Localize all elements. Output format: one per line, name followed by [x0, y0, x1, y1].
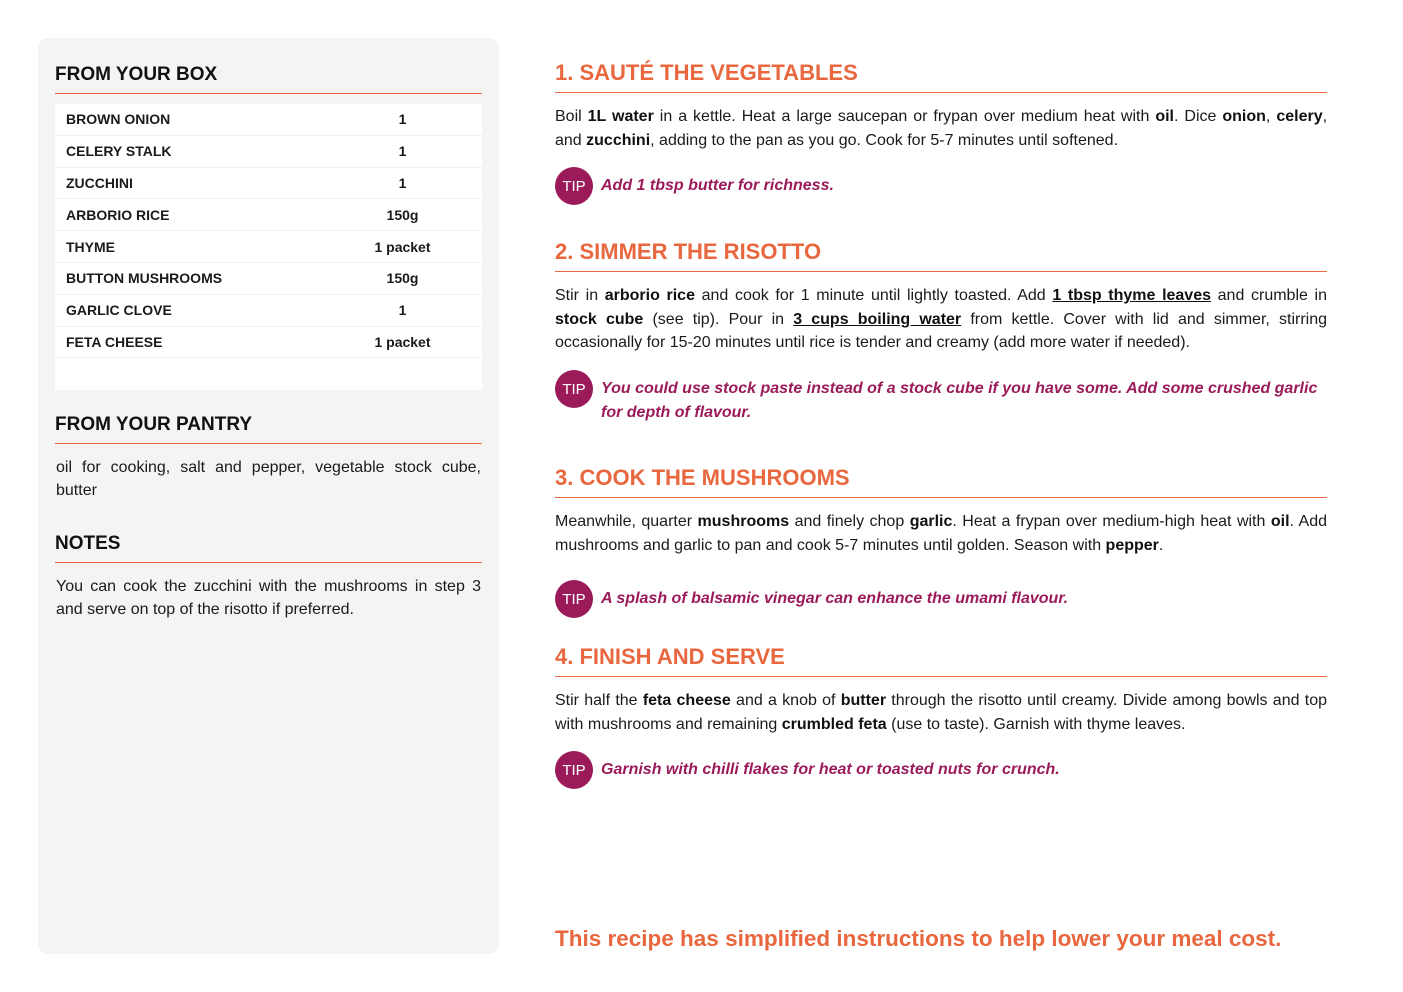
ingredient-row: [55, 168, 482, 200]
body-text: .: [1158, 536, 1164, 554]
body-text: , adding to the pan as you go. Cook for 5-7 minutes until softened.: [650, 131, 1119, 149]
ingredient-qty: 1 packet: [374, 238, 431, 255]
body-text: in a kettle. Heat a large saucepan or frypan over medium heat with: [653, 108, 1156, 125]
bold-text: 1L water: [587, 108, 654, 125]
bold-text: feta cheese: [642, 692, 731, 709]
bold-text: onion: [1222, 108, 1266, 125]
body-text: . Heat a frypan over medium-high heat with: [952, 513, 1271, 530]
body-text: Meanwhile, quarter: [555, 513, 698, 530]
bold-text: pepper: [1105, 536, 1159, 554]
ingredient-name: GARLIC CLOVE: [66, 302, 172, 319]
body-text: through the risotto until creamy. Divide among bowls and top with mushrooms and remaining: [555, 692, 1327, 733]
step-1-tip: [555, 167, 1327, 205]
ingredient-row: [55, 263, 482, 295]
body-text: . Dice: [1173, 108, 1223, 125]
bold-text: garlic: [909, 513, 953, 530]
ingredient-name: THYME: [66, 238, 115, 255]
ingredient-row: [55, 231, 482, 263]
ingredient-name: CELERY STALK: [66, 143, 172, 160]
ingredient-qty: 1: [398, 174, 407, 191]
bold-text: crumbled feta: [781, 715, 887, 733]
notes-text: You can cook the zucchini with the mushrooms in step 3 and serve on top of the risotto if preferred.: [56, 578, 481, 618]
step-4-body: [555, 689, 1327, 736]
ingredient-row: [55, 295, 482, 327]
body-text: (use to taste). Garnish with thyme leaves.: [886, 715, 1186, 733]
body-text: Stir half the: [555, 692, 643, 709]
body-text: Boil: [555, 108, 588, 125]
tip-text: A splash of balsamic vinegar can enhance the umami flavour.: [601, 590, 1069, 607]
ingredient-name: FETA CHEESE: [66, 333, 163, 350]
body-text: and finely chop: [789, 513, 910, 530]
body-text: , and: [555, 108, 1328, 149]
bold-text: celery: [1276, 108, 1323, 125]
ingredient-qty: 1 packet: [374, 333, 431, 350]
ingredient-row: [55, 199, 482, 231]
bold-text: zucchini: [586, 131, 651, 149]
step-3-title: 3. COOK THE MUSHROOMS: [555, 465, 1327, 498]
step-3-body: [555, 510, 1327, 557]
notes-heading: NOTES: [55, 533, 482, 563]
ingredient-row: [55, 136, 482, 168]
ingredient-row: [55, 104, 482, 136]
cost-footer-note: This recipe has simplified instructions to help lower your meal cost.: [555, 926, 1282, 951]
ingredient-qty: 1: [398, 143, 407, 160]
ingredients-panel: [38, 38, 499, 954]
bold-text: 1 tbsp thyme leaves: [1052, 287, 1212, 304]
bold-text: 3 cups boiling water: [793, 310, 962, 328]
tip-text: Garnish with chilli flakes for heat or toasted nuts for crunch.: [601, 761, 1060, 778]
tip-text: You could use stock paste instead of a stock cube if you have some. Add some crushed garlic for depth of flavour.: [601, 380, 1318, 421]
tip-badge: TIP: [555, 580, 593, 618]
bold-text: butter: [840, 692, 887, 709]
step-1-title: 1. SAUTÉ THE VEGETABLES: [555, 60, 1327, 93]
body-text: and a knob of: [730, 692, 841, 709]
box-ingredients-table: [55, 104, 482, 390]
tip-badge: TIP: [555, 167, 593, 205]
bold-text: oil: [1155, 108, 1174, 125]
ingredient-name: ARBORIO RICE: [66, 206, 170, 223]
step-3-tip: [555, 580, 1327, 618]
ingredient-qty: 150g: [386, 270, 419, 287]
ingredient-row: [55, 327, 482, 359]
body-text: and cook for 1 minute until lightly toasted. Add: [694, 287, 1053, 304]
ingredient-name: BUTTON MUSHROOMS: [66, 270, 223, 287]
from-your-pantry-heading: FROM YOUR PANTRY: [55, 414, 482, 444]
bold-text: stock cube: [555, 310, 644, 328]
from-your-box-heading: FROM YOUR BOX: [55, 64, 482, 94]
step-4-tip: [555, 751, 1327, 789]
bold-text: arborio rice: [604, 287, 695, 304]
ingredient-name: ZUCCHINI: [66, 174, 133, 191]
step-2-title: 2. SIMMER THE RISOTTO: [555, 239, 1327, 272]
body-text: and crumble in: [1211, 287, 1328, 304]
body-text: ,: [1265, 108, 1277, 125]
body-text: from kettle. Cover with lid and simmer, stirring occasionally for 15-20 minutes until rice is tender and creamy (add more water if needed).: [555, 310, 1327, 351]
ingredient-name: BROWN ONION: [66, 111, 171, 128]
bold-text: mushrooms: [697, 513, 790, 530]
tip-text: Add 1 tbsp butter for richness.: [601, 177, 834, 194]
bold-text: oil: [1270, 513, 1290, 530]
ingredient-qty: 150g: [386, 206, 419, 223]
ingredient-qty: 1: [398, 111, 407, 128]
pantry-text: oil for cooking, salt and pepper, vegetable stock cube, butter: [56, 459, 481, 499]
tip-badge: TIP: [555, 370, 593, 408]
body-text: . Add mushrooms and garlic to pan and cook 5-7 minutes until golden. Season with: [555, 513, 1328, 554]
step-4-title: 4. FINISH AND SERVE: [555, 644, 1327, 677]
step-2-body: [555, 284, 1327, 355]
step-1-body: [555, 105, 1327, 152]
tip-badge: TIP: [555, 751, 593, 789]
body-text: Stir in: [555, 287, 605, 304]
body-text: (see tip). Pour in: [643, 310, 794, 328]
step-2-tip: [555, 370, 1327, 424]
ingredient-qty: 1: [398, 302, 407, 319]
